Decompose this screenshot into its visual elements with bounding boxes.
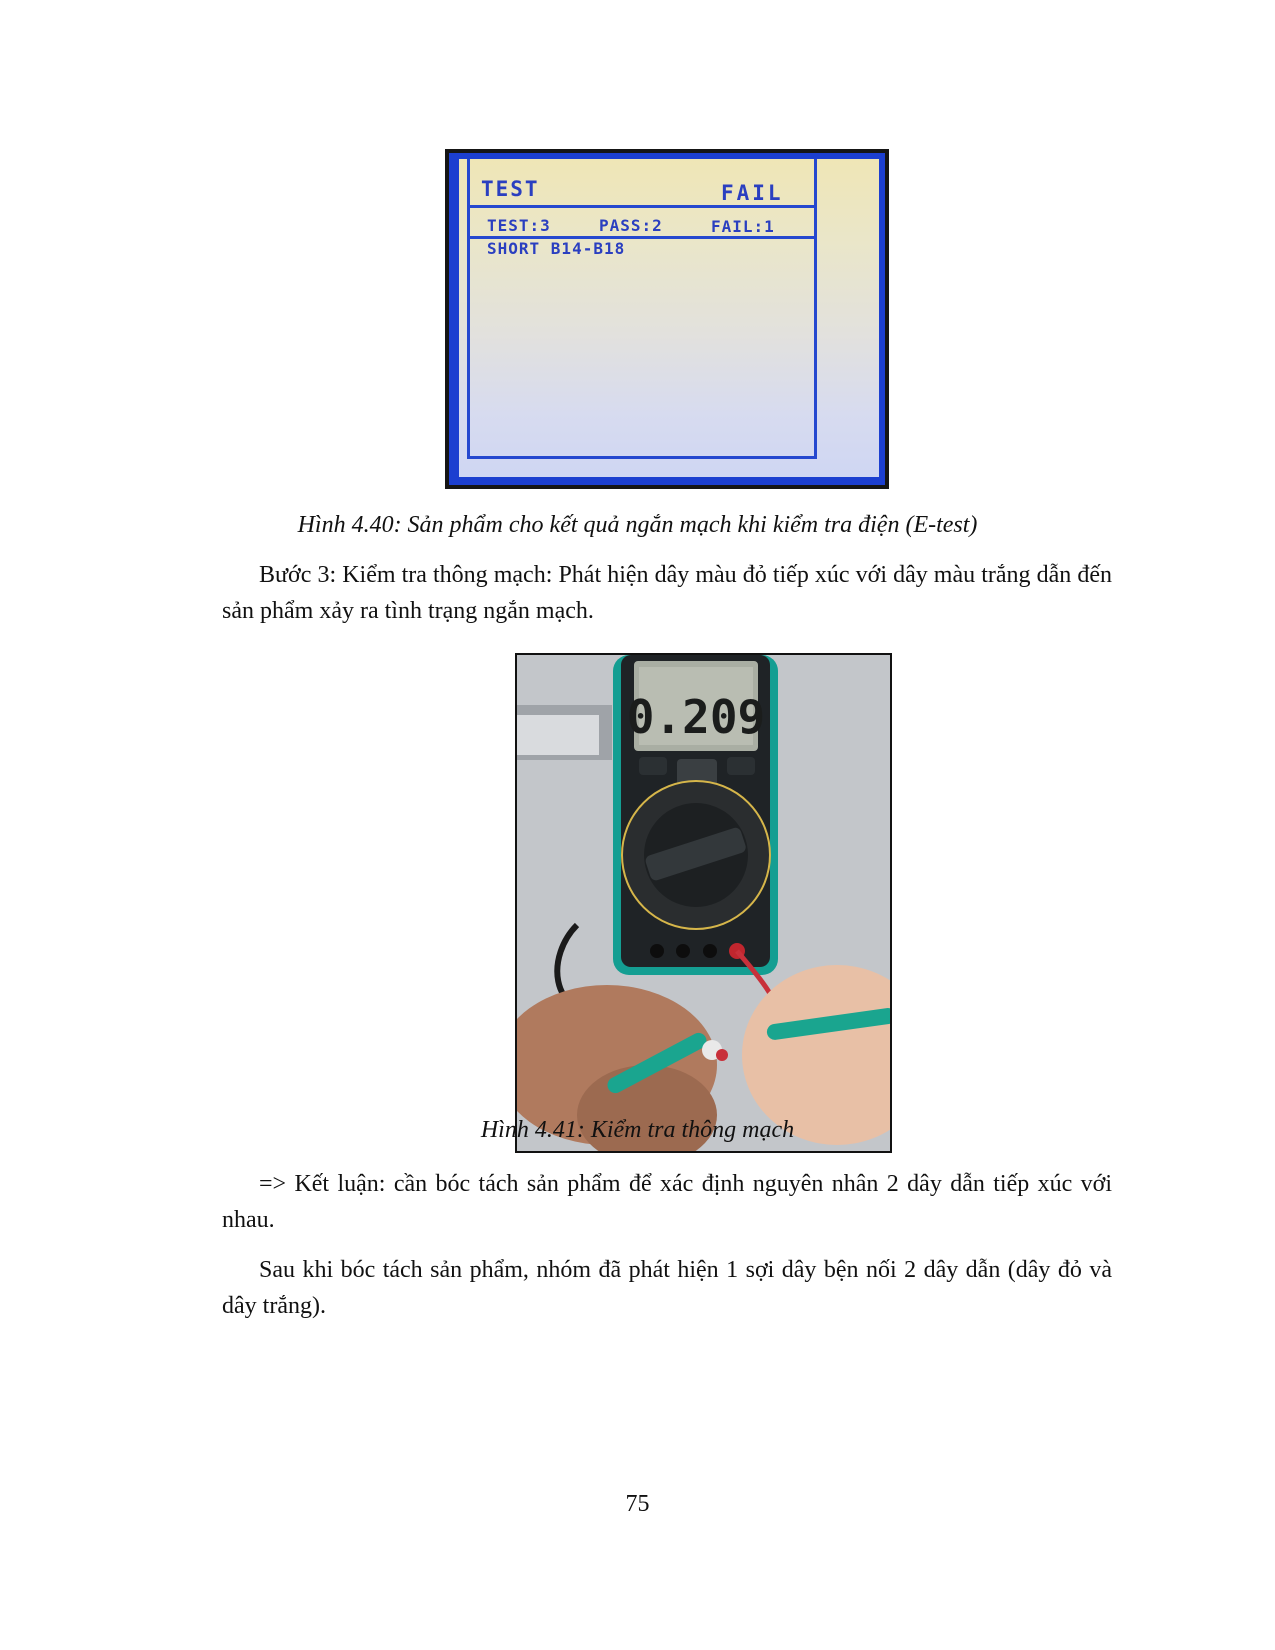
lcd-screen [459, 159, 879, 477]
lcd-title: TEST [481, 177, 540, 201]
multimeter-illustration [517, 655, 890, 1151]
lcd-test-count: TEST:3 [487, 216, 551, 235]
page-number: 75 [625, 1491, 650, 1517]
lcd-status: FAIL [721, 181, 784, 205]
paragraph-conclusion: => Kết luận: cần bóc tách sản phẩm để xác định nguyên nhân 2 dây dẫn tiếp xúc với nhau. [222, 1171, 1112, 1233]
figure-caption-4-40: Hình 4.40: Sản phẩm cho kết quả ngắn mạch khi kiểm tra điện (E-test) [297, 512, 978, 538]
figure-caption-4-41: Hình 4.41: Kiểm tra thông mạch [480, 1117, 795, 1143]
lcd-pass-count: PASS:2 [599, 216, 663, 235]
paragraph-step-3: Bước 3: Kiểm tra thông mạch: Phát hiện dây màu đỏ tiếp xúc với dây màu trắng dẫn đến sản phẩm xảy ra tình trạng ngắn mạch. [222, 562, 1112, 624]
paragraph-after-stripping: Sau khi bóc tách sản phẩm, nhóm đã phát hiện 1 sợi dây bện nối 2 dây dẫn (dây đỏ và dây trắng). [222, 1257, 1112, 1319]
lcd-fail-count: FAIL:1 [711, 217, 775, 236]
lcd-message: SHORT B14-B18 [487, 239, 626, 258]
meter-reading: 0.209 [626, 690, 766, 744]
lcd-divider-bottom [467, 456, 817, 459]
lcd-divider-top [467, 205, 817, 208]
multimeter-photo [515, 653, 892, 1153]
etest-screen-photo [445, 149, 889, 489]
